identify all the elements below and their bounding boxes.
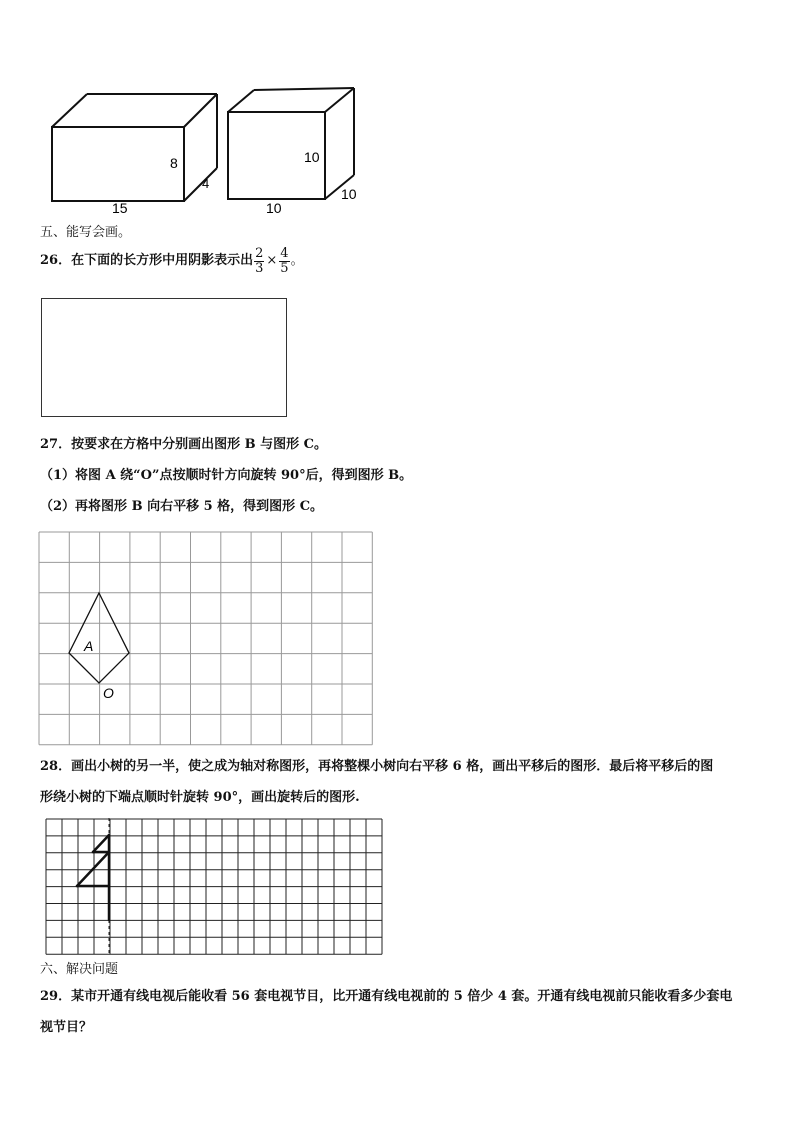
fraction-numerator: 4 — [280, 245, 289, 261]
question-28-line-2: 形绕小树的下端点顺时针旋转 90°，画出旋转后的图形. — [40, 790, 360, 805]
fraction-denominator: 5 — [280, 260, 289, 276]
section-5-title: 五、能写会画。 — [40, 225, 132, 240]
times-sign: × — [266, 253, 278, 268]
tree-grid[interactable] — [45, 818, 383, 956]
fraction-numerator: 2 — [255, 245, 264, 261]
section-6-title: 六、解决问题 — [40, 962, 119, 977]
half-tree — [77, 835, 109, 920]
box1-height-label: 8 — [170, 155, 178, 171]
fraction-4-5 — [279, 247, 289, 276]
fraction-2-3 — [254, 247, 264, 276]
box2-length-label: 10 — [266, 200, 282, 216]
prism-10x10x10 — [228, 88, 354, 199]
q26-prefix: 26．在下面的长方形中用阴影表示出 — [40, 253, 254, 268]
rotation-grid[interactable] — [38, 531, 374, 747]
question-29-line-1: 29．某市开通有线电视后能收看 56 套电视节目，比开通有线电视前的 5 倍少 4 套。开通有线电视前只能收看多少套电 — [40, 989, 733, 1004]
prism-15x4x8 — [52, 94, 217, 201]
label-o: O — [103, 685, 114, 701]
label-a: A — [84, 638, 94, 654]
prism-figures — [40, 82, 370, 217]
box1-depth-label: 4 — [202, 176, 210, 191]
question-28-line-1: 28．画出小树的另一半，使之成为轴对称图形，再将整棵小树向右平移 6 格，画出平移后的图形．最后将平移后的图 — [40, 759, 714, 774]
q26-suffix: 。 — [290, 253, 304, 268]
question-26 — [40, 243, 304, 279]
shading-rectangle[interactable] — [41, 298, 287, 417]
box2-height-label: 10 — [304, 149, 320, 165]
box1-length-label: 15 — [112, 200, 128, 216]
question-27-title: 27．按要求在方格中分别画出图形 B 与图形 C。 — [40, 437, 328, 452]
figure-a-kite — [69, 593, 129, 683]
box2-depth-label: 10 — [341, 186, 357, 202]
fraction-denominator: 3 — [255, 260, 264, 276]
question-27-step-1: （1）将图 A 绕“O”点按顺时针方向旋转 90°后，得到图形 B。 — [40, 468, 413, 483]
question-29-line-2: 视节目？ — [40, 1020, 93, 1035]
question-27-step-2: （2）再将图形 B 向右平移 5 格，得到图形 C。 — [40, 499, 324, 514]
